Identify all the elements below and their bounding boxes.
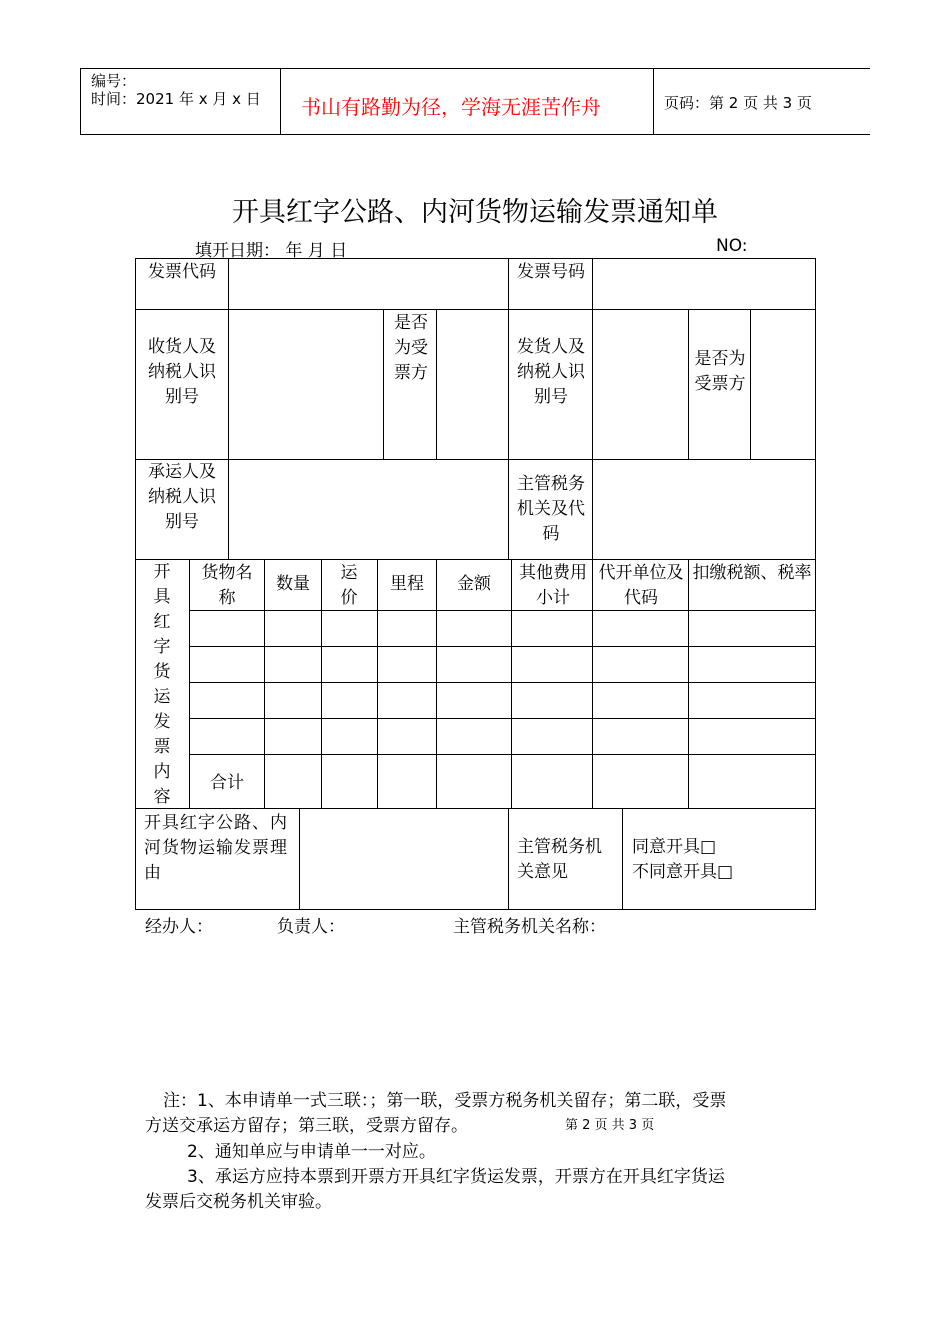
content-row-cell[interactable] (592, 646, 689, 683)
cell-receiver-value[interactable] (228, 309, 384, 460)
total-row-cell[interactable] (592, 754, 689, 809)
content-row-cell[interactable] (688, 610, 816, 647)
page-label: 页码：第 2 页 共 3 页 (664, 94, 812, 112)
motto-text: 书山有路勤为径，学海无涯苦作舟 (301, 95, 601, 119)
note-3a: 3、承运方应持本票到开票方开具红字货运发票，开票方在开具红字货运 (187, 1167, 725, 1187)
note-3b: 发票后交税务机关审验。 (145, 1192, 332, 1212)
total-row-cell[interactable] (264, 754, 322, 809)
authority-name-label: 主管税务机关名称： (453, 917, 606, 937)
content-row-cell[interactable] (377, 646, 437, 683)
cell-tax-authority-label: 主管税务机关及代码 (508, 459, 593, 560)
col-header-amount: 金额 (436, 559, 512, 611)
content-row-cell[interactable] (688, 718, 816, 755)
cell-is-recipient-2-label: 是否为受票方 (688, 309, 751, 460)
col-header-other-fees: 其他费用小计 (511, 559, 593, 611)
col-header-mileage: 里程 (377, 559, 437, 611)
cell-is-recipient-2-value[interactable] (750, 309, 816, 460)
total-row-cell[interactable] (511, 754, 593, 809)
content-row-cell[interactable] (264, 646, 322, 683)
handler-label: 经办人： (145, 917, 213, 937)
note-2: 2、通知单应与申请单一一对应。 (187, 1142, 436, 1162)
cell-carrier-label: 承运人及纳税人识别号 (135, 459, 229, 560)
content-row-cell[interactable] (264, 718, 322, 755)
page-title: 开具红字公路、内河货物运输发票通知单 (232, 197, 718, 228)
number-label: 编号： (91, 72, 137, 90)
content-row-cell[interactable] (436, 646, 512, 683)
col-header-issuing-unit: 代开单位及代码 (592, 559, 689, 611)
content-row-cell[interactable] (436, 610, 512, 647)
cell-carrier-value[interactable] (228, 459, 509, 560)
cell-receiver-label: 收货人及纳税人识别号 (135, 309, 229, 460)
total-row-cell[interactable] (688, 754, 816, 809)
header-right-cell (654, 69, 871, 134)
content-row-cell[interactable] (189, 646, 265, 683)
content-row-cell[interactable] (592, 718, 689, 755)
content-row-cell[interactable] (436, 718, 512, 755)
content-row-cell[interactable] (436, 682, 512, 719)
content-row-cell[interactable] (189, 718, 265, 755)
header-left-cell (81, 69, 281, 134)
header-middle-cell (281, 69, 654, 134)
cell-opinion-label: 主管税务机关意见 (508, 808, 623, 910)
total-row-cell[interactable] (377, 754, 437, 809)
cell-content-label: 开具红字货运发票内容 (135, 559, 190, 809)
page-mark: 第 2 页 共 3 页 (565, 1118, 655, 1133)
total-row-cell[interactable] (321, 754, 378, 809)
total-row-cell[interactable] (436, 754, 512, 809)
col-header-withholding-tax: 扣缴税额、税率 (688, 559, 816, 611)
cell-is-recipient-1-value[interactable] (436, 309, 509, 460)
cell-opinion-value (622, 808, 816, 910)
content-row-cell[interactable] (511, 646, 593, 683)
content-row-cell[interactable] (377, 682, 437, 719)
cell-invoice-code-label: 发票代码 (135, 258, 229, 310)
content-row-cell[interactable] (321, 610, 378, 647)
no-label: NO: (716, 236, 748, 256)
content-row-cell[interactable] (592, 682, 689, 719)
col-header-quantity: 数量 (264, 559, 322, 611)
disagree-checkbox[interactable]: 不同意开具□ (632, 862, 734, 882)
content-row-cell[interactable] (511, 682, 593, 719)
cell-sender-label: 发货人及纳税人识别号 (508, 309, 593, 460)
header-box (80, 68, 870, 135)
cell-invoice-code-value[interactable] (228, 258, 509, 310)
cell-invoice-number-label: 发票号码 (508, 258, 593, 310)
cell-is-recipient-1-label: 是否为受票方 (383, 309, 437, 460)
cell-reason-value[interactable] (299, 808, 509, 910)
content-row-cell[interactable] (511, 610, 593, 647)
cell-sender-value[interactable] (592, 309, 689, 460)
responsible-label: 负责人： (277, 917, 345, 937)
content-row-cell[interactable] (321, 682, 378, 719)
content-row-cell[interactable] (377, 610, 437, 647)
content-row-cell[interactable] (511, 718, 593, 755)
cell-invoice-number-value[interactable] (592, 258, 816, 310)
note-1a: 注：1、本申请单一式三联：；第一联，受票方税务机关留存；第二联，受票 (163, 1091, 727, 1111)
col-header-goods-name: 货物名称 (189, 559, 265, 611)
content-row-cell[interactable] (321, 718, 378, 755)
time-label: 时间：2021 年 x 月 x 日 (91, 90, 261, 108)
total-label: 合计 (210, 773, 244, 793)
content-row-cell[interactable] (264, 610, 322, 647)
content-row-cell[interactable] (264, 682, 322, 719)
content-row-cell[interactable] (377, 718, 437, 755)
content-row-cell[interactable] (189, 682, 265, 719)
cell-tax-authority-value[interactable] (592, 459, 816, 560)
content-row-cell[interactable] (321, 646, 378, 683)
col-header-freight-rate: 运价 (321, 559, 378, 611)
cell-reason-label: 开具红字公路、内河货物运输发票理由 (135, 808, 300, 910)
agree-checkbox[interactable]: 同意开具□ (632, 837, 717, 857)
content-row-cell[interactable] (189, 610, 265, 647)
content-row-cell[interactable] (592, 610, 689, 647)
content-row-cell[interactable] (688, 646, 816, 683)
content-row-cell[interactable] (688, 682, 816, 719)
fill-date: 填开日期： 年 月 日 (195, 241, 348, 261)
note-1b: 方送交承运方留存；第三联，受票方留存。 (145, 1116, 468, 1136)
